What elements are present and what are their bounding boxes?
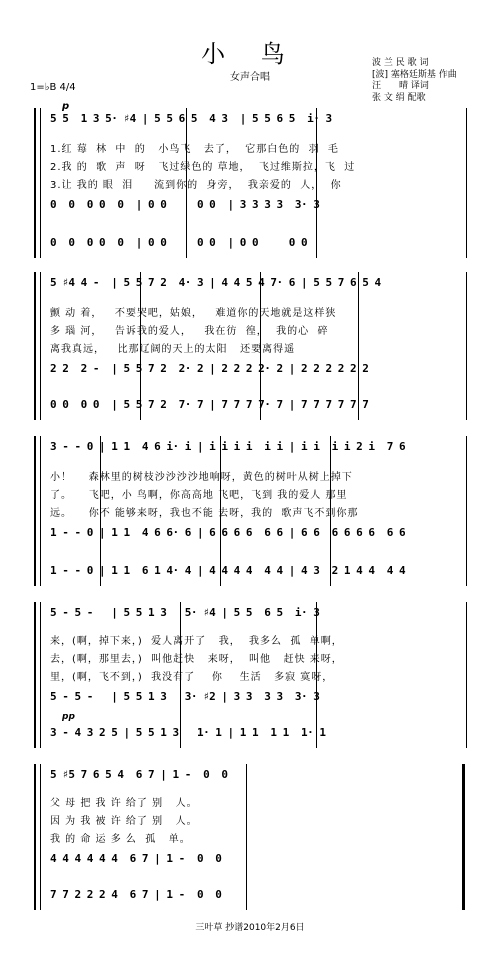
lyric-line-3: 里，(啊，飞不到，) 我没有了 你 生活 多寂 寞呀， (50, 672, 334, 683)
system-brace-inner (40, 436, 41, 586)
barline (220, 436, 221, 586)
barline (330, 436, 331, 586)
barline (186, 108, 187, 258)
key-signature: 1=♭B 4/4 (30, 82, 76, 93)
lyric-line-3: 远。 你不 能够来呀，我也不能 去呀，我的 歌声飞不到你那 (50, 508, 359, 519)
score-system-1 (40, 108, 466, 258)
system-brace (34, 764, 36, 910)
score-system-5 (40, 764, 466, 910)
lyric-line-2: 了。 飞吧，小 鸟啊，你高高地 飞吧，飞到 我的爱人 那里 (50, 490, 348, 501)
voice-3-notes: 0 0 0 0 | 5 5 7 2 7· 7 | 7 7 7 7· 7 | 7 7 7 7 7 7 (50, 398, 369, 411)
voice-1-notes: 5 ♯4 4 - | 5 5 7 2 4· 3 | 4 4 5 4 7· 6 | 5 5 7 6 5 4 (50, 276, 381, 289)
system-brace (34, 436, 36, 586)
voice-3-notes: 1 - - 0 | 1 1 6 1 4· 4 | 4 4 4 4 4 4 | 4 3 2 1 4 4 4 4 (50, 564, 406, 577)
lyric-line-2: 去，(啊，那里去，) 叫他赶快 来呀， 叫他 赶快 来呀， (50, 654, 343, 665)
barline (466, 272, 467, 420)
system-brace-inner (40, 272, 41, 420)
credit-line: 汪 晴 译词 (372, 81, 429, 91)
lyric-line-2: 2.我 的 歌 声 呀 飞过绿色的 草地， 飞过维斯拉，飞 过 (50, 162, 356, 173)
barline (246, 764, 247, 910)
voice-2-notes: 1 - - 0 | 1 1 4 6 6· 6 | 6 6 6 6 6 6 | 6 6 6 6 6 6 6 6 (50, 526, 406, 539)
lyric-line-1: 颤 动 着， 不要哭吧，姑娘， 难道你的天地就是这样狭 (50, 308, 337, 319)
credits-block (372, 58, 457, 104)
lyric-line-2: 因 为 我 被 许 给了 别 人。 (50, 816, 198, 827)
score-system-4 (40, 602, 466, 748)
barline (100, 436, 101, 586)
system-brace (34, 602, 36, 748)
lyric-line-1: 父 母 把 我 许 给了 别 人。 (50, 798, 198, 809)
credit-line: 张 文 绢 配歌 (372, 92, 426, 103)
barline (466, 602, 467, 748)
song-subtitle: 女声合唱 (230, 72, 270, 83)
barline (358, 272, 359, 420)
score-system-3 (40, 436, 466, 586)
dynamic-marking: pp (62, 712, 75, 722)
dynamic-marking: p (62, 101, 70, 112)
voice-3-notes: 0 0 0 0 0 | 0 0 0 0 | 0 0 0 0 (50, 236, 308, 249)
voice-2-notes: 5 - 5 - | 5 5 1 3 3· ♯2 | 3 3 3 3 3· 3 (50, 690, 320, 703)
system-brace-inner (40, 108, 41, 258)
barline (466, 436, 467, 586)
barline (180, 602, 181, 748)
song-title: 小 鸟 (201, 40, 299, 68)
lyric-line-1: 来，(啊，掉下来，) 爱人离开了 我， 我多么 孤 单啊， (50, 636, 343, 647)
barline (140, 272, 141, 420)
lyric-line-1: 1.红 莓 林 中 的 小鸟飞 去了， 它那白色的 羽 毛 (50, 144, 339, 155)
barline (466, 108, 467, 258)
voice-3-notes: 3 - 4 3 2 5 | 5 5 1 3 1· 1 | 1 1 1 1 1· 1 (50, 726, 326, 739)
system-brace (34, 108, 36, 258)
barline (316, 602, 317, 748)
lyric-line-3: 离我真远， 比那辽阔的天上的太阳 还要离得遥 (50, 344, 296, 355)
voice-1-notes: 5 - 5 - | 5 5 1 3 5· ♯4 | 5 5 6 5 i· 3 (50, 606, 320, 619)
system-brace-inner (40, 764, 41, 910)
voice-1-notes: 5 5 1 3 5· ♯4 | 5 5 6 5 4 3 | 5 5 6 5 i· 3 (50, 112, 332, 125)
footer-note: 三叶草 抄谱2010年2月6日 (195, 923, 305, 933)
lyric-line-3: 3.让 我的 眼 泪 流到你的 身旁， 我亲爱的 人， 你 (50, 180, 342, 191)
voice-2-notes: 4 4 4 4 4 4 6 7 | 1 - 0 0 (50, 852, 222, 865)
voice-2-notes: 2 2 2 - | 5 5 7 2 2· 2 | 2 2 2 2· 2 | 2 2 2 2 2 2 (50, 362, 369, 375)
voice-3-notes: 7 7 2 2 2 4 6 7 | 1 - 0 0 (50, 888, 222, 901)
final-barline (462, 764, 465, 910)
barline (260, 272, 261, 420)
voice-1-notes: 3 - - 0 | 1 1 4 6 i· i | i i i i i i | i i i i 2 i 7 6 (50, 440, 406, 453)
credit-line: 波 兰 民 歌 词 (372, 58, 429, 68)
score-system-2 (40, 272, 466, 420)
credit-line: [波] 塞格廷斯基 作曲 (372, 69, 457, 80)
lyric-line-1: 小！ 森林里的树枝沙沙沙沙地响呀，黄色的树叶从树上掉下 (50, 472, 353, 483)
system-brace (34, 272, 36, 420)
system-brace-inner (40, 602, 41, 748)
voice-1-notes: 5 ♯5 7 6 5 4 6 7 | 1 - 0 0 (50, 768, 228, 781)
lyric-line-3: 我 的 命 运 多 么 孤 单。 (50, 834, 191, 845)
barline (316, 108, 317, 258)
lyric-line-2: 多 瑙 河， 告诉我的爱人， 我在彷 徨， 我的心 碎 (50, 326, 329, 337)
voice-2-notes: 0 0 0 0 0 | 0 0 0 0 | 3 3 3 3 3· 3 (50, 198, 320, 211)
